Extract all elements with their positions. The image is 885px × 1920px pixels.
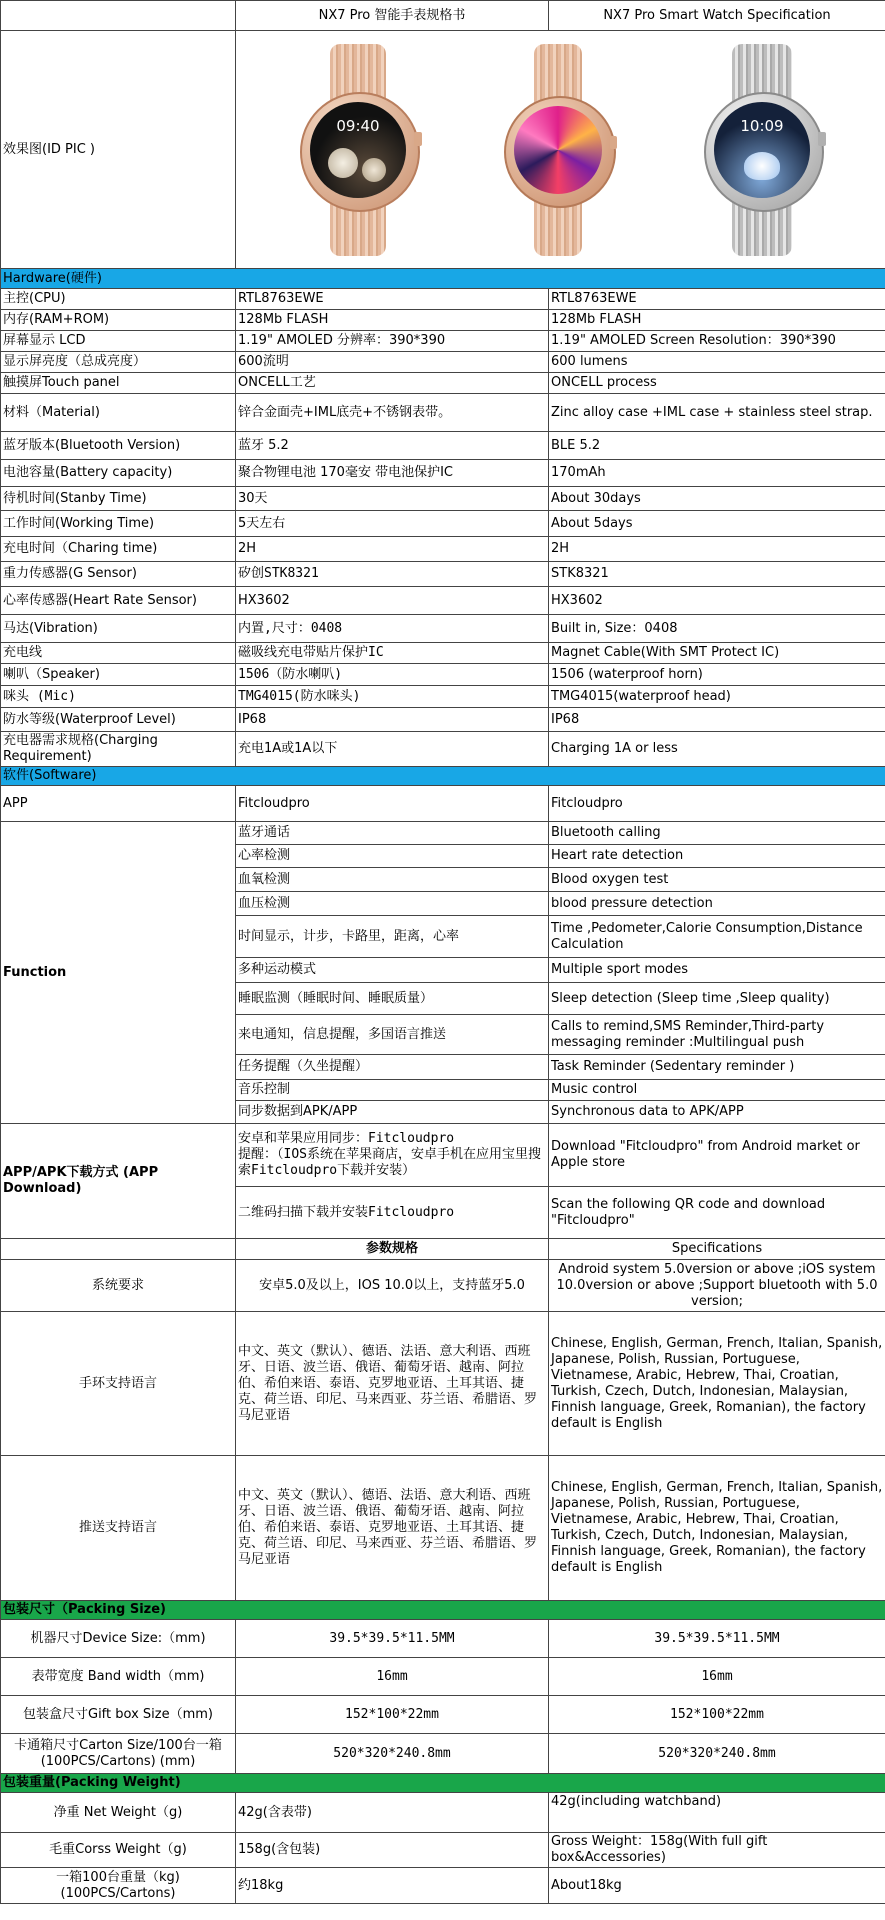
function-en-item: Bluetooth calling [549, 822, 885, 845]
row-label: 电池容量(Battery capacity) [1, 460, 236, 487]
function-cn-item: 音乐控制 [236, 1080, 549, 1101]
row-cn-value: 1.19" AMOLED 分辨率：390*390 [236, 331, 549, 352]
table-row [1, 289, 885, 310]
id-pic-label: 效果图(ID PIC ) [1, 31, 236, 269]
push-language-en-value: Chinese, English, German, French, Italian, Spanish, Japanese, Polish, Russian, Portuguese, Vietnamese, Arabic, Hebrew, Thai, Croatian, Turkish, Czech, Dutch, Indonesian, Malaysian, Finnish language, Greek, Romanian), the factory default is English [549, 1456, 885, 1601]
table-row [1, 708, 885, 732]
download-cn-text: 安卓和苹果应用同步：Fitcloudpro 提醒：（IOS系统在苹果商店，安卓手机在应用宝里搜索Fitcloudpro下载并安装） [236, 1124, 549, 1187]
row-label: 充电器需求规格(Charging Requirement) [1, 732, 236, 767]
app-row [1, 786, 885, 822]
row-cn-value: 磁吸线充电带贴片保护IC [236, 643, 549, 664]
row-label: 触摸屏Touch panel [1, 373, 236, 394]
qr-en-text: Scan the following QR code and download "Fitcloudpro" [549, 1187, 885, 1239]
row-en-value: About18kg [549, 1868, 885, 1904]
function-en-item: Calls to remind,SMS Reminder,Third-party messaging reminder :Multilingual push [549, 1015, 885, 1055]
push-language-cn-value: 中文、英文（默认）、德语、法语、意大利语、西班牙、日语、波兰语、俄语、葡萄牙语、越南、阿拉伯、希伯来语、泰语、克罗地亚语、土耳其语、捷克、荷兰语、印尼、马来西亚、芬兰语、希腊语、罗马尼亚语 [236, 1456, 549, 1601]
function-label: Function [1, 822, 236, 1124]
row-cn-value: 1506（防水喇叭) [236, 664, 549, 686]
row-en-value: About 5days [549, 511, 885, 537]
row-en-value: Charging 1A or less [549, 732, 885, 767]
download-label: APP/APK下载方式 (APP Download) [1, 1124, 236, 1239]
language-en-value: Chinese, English, German, French, Italian, Spanish, Japanese, Polish, Russian, Portuguese, Vietnamese, Arabic, Hebrew, Thai, Croatian, Turkish, Czech, Dutch, Indonesian, Malaysian, Finnish language, Greek, Romanian), the factory default is English [549, 1312, 885, 1456]
table-row [1, 352, 885, 373]
row-en-value: 600 lumens [549, 352, 885, 373]
row-cn-value: 约18kg [236, 1868, 549, 1904]
row-label: 蓝牙版本(Bluetooth Version) [1, 432, 236, 460]
row-cn-value: 158g(含包装) [236, 1833, 549, 1868]
row-label: 显示屏亮度（总成亮度） [1, 352, 236, 373]
row-en-value: ONCELL process [549, 373, 885, 394]
row-en-value: Built in, Size：0408 [549, 615, 885, 643]
function-en-item: Task Reminder (Sedentary reminder ) [549, 1055, 885, 1080]
table-row [1, 1696, 885, 1734]
push-language-label: 推送支持语言 [1, 1456, 236, 1601]
row-cn-value: 16mm [236, 1658, 549, 1696]
row-cn-value: 128Mb FLASH [236, 310, 549, 331]
row-label: 防水等级(Waterproof Level) [1, 708, 236, 732]
row-cn-value: 2H [236, 537, 549, 562]
table-row [1, 1868, 885, 1904]
row-en-value: 39.5*39.5*11.5MM [549, 1620, 885, 1658]
watch3-time: 10:09 [740, 117, 784, 135]
row-en-value: Gross Weight：158g(With full gift box&Accessories) [549, 1833, 885, 1868]
title-row [1, 1, 885, 31]
table-row [1, 732, 885, 767]
table-row [1, 1793, 885, 1833]
row-en-value: 520*320*240.8mm [549, 1734, 885, 1774]
row-label: 待机时间(Stanby Time) [1, 487, 236, 511]
function-cn-item: 同步数据到APK/APP [236, 1101, 549, 1124]
download-row [1, 1124, 885, 1187]
system-row [1, 1260, 885, 1312]
hardware-section-row [1, 269, 885, 289]
row-label: 一箱100台重量（kg)(100PCS/Cartons) [1, 1868, 236, 1904]
row-cn-value: 蓝牙 5.2 [236, 432, 549, 460]
row-en-value: BLE 5.2 [549, 432, 885, 460]
hardware-section-title: Hardware(硬件) [1, 269, 885, 289]
watch-image-silver-lotus [688, 32, 838, 267]
function-cn-item: 蓝牙通话 [236, 822, 549, 845]
row-cn-value: IP68 [236, 708, 549, 732]
row-en-value: About 30days [549, 487, 885, 511]
language-row [1, 1312, 885, 1456]
params-header-en: Specifications [549, 1239, 885, 1260]
row-label: 屏幕显示 LCD [1, 331, 236, 352]
row-cn-value: 5天左右 [236, 511, 549, 537]
packing-size-section-title: 包装尺寸（Packing Size) [1, 1601, 885, 1620]
system-cn-value: 安卓5.0及以上，IOS 10.0以上，支持蓝牙5.0 [236, 1260, 549, 1312]
qr-cn-text: 二维码扫描下载并安装Fitcloudpro [236, 1187, 549, 1239]
row-label: 卡通箱尺寸Carton Size/100台一箱(100PCS/Cartons) (mm) [1, 1734, 236, 1774]
row-label: 心率传感器(Heart Rate Sensor) [1, 587, 236, 615]
row-en-value: 170mAh [549, 460, 885, 487]
row-en-value: 2H [549, 537, 885, 562]
table-row [1, 487, 885, 511]
function-cn-item: 心率检测 [236, 845, 549, 868]
function-cn-item: 血氧检测 [236, 868, 549, 892]
row-label: 净重 Net Weight（g) [1, 1793, 236, 1833]
function-cn-item: 血压检测 [236, 892, 549, 916]
function-cn-item: 睡眠监测（睡眠时间、睡眠质量） [236, 983, 549, 1015]
row-en-value: 128Mb FLASH [549, 310, 885, 331]
params-empty-cell [1, 1239, 236, 1260]
language-label: 手环支持语言 [1, 1312, 236, 1456]
table-row [1, 511, 885, 537]
row-en-value: 16mm [549, 1658, 885, 1696]
function-en-item: Music control [549, 1080, 885, 1101]
row-en-value: 1506 (waterproof horn) [549, 664, 885, 686]
watch-images [236, 31, 885, 269]
table-row [1, 460, 885, 487]
row-en-value: HX3602 [549, 587, 885, 615]
watch-image-rose-crystal [498, 32, 618, 267]
push-language-row [1, 1456, 885, 1601]
row-cn-value: 锌合金面壳+IML底壳+不锈钢表带。 [236, 394, 549, 432]
function-en-item: Time ,Pedometer,Calorie Consumption,Distance Calculation [549, 916, 885, 958]
row-label: 主控(CPU) [1, 289, 236, 310]
row-en-value: Zinc alloy case +IML case + stainless steel strap. [549, 394, 885, 432]
function-en-item: Multiple sport modes [549, 958, 885, 983]
table-row [1, 432, 885, 460]
table-row [1, 310, 885, 331]
row-label: 材料（Material) [1, 394, 236, 432]
row-label: 机器尺寸Device Size:（mm) [1, 1620, 236, 1658]
en-title: NX7 Pro Smart Watch Specification [549, 1, 885, 31]
row-en-value: Magnet Cable(With SMT Protect IC) [549, 643, 885, 664]
system-label: 系统要求 [1, 1260, 236, 1312]
function-cn-item: 来电通知，信息提醒，多国语言推送 [236, 1015, 549, 1055]
watch-image-rose-flower [288, 32, 428, 267]
row-label: 内存(RAM+ROM) [1, 310, 236, 331]
software-section-row [1, 767, 885, 786]
row-en-value: 42g(including watchband) [549, 1793, 885, 1833]
function-row [1, 822, 885, 845]
row-cn-value: HX3602 [236, 587, 549, 615]
row-cn-value: 充电1A或1A以下 [236, 732, 549, 767]
download-en-text: Download "Fitcloudpro" from Android market or Apple store [549, 1124, 885, 1187]
row-cn-value: 520*320*240.8mm [236, 1734, 549, 1774]
row-label: 毛重Corss Weight（g) [1, 1833, 236, 1868]
row-label: 喇叭（Speaker) [1, 664, 236, 686]
function-cn-item: 时间显示，计步，卡路里，距离，心率 [236, 916, 549, 958]
function-cn-item: 任务提醒（久坐提醒） [236, 1055, 549, 1080]
table-row [1, 643, 885, 664]
function-cn-item: 多种运动模式 [236, 958, 549, 983]
row-cn-value: TMG4015(防水咪头) [236, 686, 549, 708]
row-cn-value: 矽创STK8321 [236, 562, 549, 587]
table-row [1, 537, 885, 562]
row-label: 咪头 (Mic) [1, 686, 236, 708]
system-en-value: Android system 5.0version or above ;iOS system 10.0version or above ;Support bluetooth with 5.0 version; [549, 1260, 885, 1312]
table-row [1, 562, 885, 587]
row-en-value: 152*100*22mm [549, 1696, 885, 1734]
table-row [1, 1620, 885, 1658]
row-cn-value: 内置,尺寸：0408 [236, 615, 549, 643]
row-cn-value: 600流明 [236, 352, 549, 373]
table-row [1, 394, 885, 432]
title-empty-cell [1, 1, 236, 31]
cn-title: NX7 Pro 智能手表规格书 [236, 1, 549, 31]
table-row [1, 615, 885, 643]
function-en-item: Heart rate detection [549, 845, 885, 868]
packing-size-section-row [1, 1601, 885, 1620]
table-row [1, 587, 885, 615]
function-en-item: blood pressure detection [549, 892, 885, 916]
row-en-value: STK8321 [549, 562, 885, 587]
row-label: 包装盒尺寸Gift box Size（mm) [1, 1696, 236, 1734]
row-label: 重力传感器(G Sensor) [1, 562, 236, 587]
app-en-value: Fitcloudpro [549, 786, 885, 822]
row-cn-value: 39.5*39.5*11.5MM [236, 1620, 549, 1658]
row-cn-value: RTL8763EWE [236, 289, 549, 310]
row-label: 马达(Vibration) [1, 615, 236, 643]
app-label: APP [1, 786, 236, 822]
language-cn-value: 中文、英文（默认）、德语、法语、意大利语、西班牙、日语、波兰语、俄语、葡萄牙语、越南、阿拉伯、希伯来语、泰语、克罗地亚语、土耳其语、捷克、荷兰语、印尼、马来西亚、芬兰语、希腊语、罗马尼亚语 [236, 1312, 549, 1456]
table-row [1, 664, 885, 686]
row-en-value: RTL8763EWE [549, 289, 885, 310]
row-cn-value: 42g(含表带) [236, 1793, 549, 1833]
row-label: 工作时间(Working Time) [1, 511, 236, 537]
row-en-value: 1.19" AMOLED Screen Resolution：390*390 [549, 331, 885, 352]
function-en-item: Blood oxygen test [549, 868, 885, 892]
row-label: 表带宽度 Band width（mm) [1, 1658, 236, 1696]
table-row [1, 686, 885, 708]
row-label: 充电线 [1, 643, 236, 664]
software-section-title: 软件(Software) [1, 767, 885, 786]
table-row [1, 331, 885, 352]
watch1-time: 09:40 [336, 117, 380, 135]
row-cn-value: 152*100*22mm [236, 1696, 549, 1734]
function-en-item: Sleep detection (Sleep time ,Sleep quality) [549, 983, 885, 1015]
row-cn-value: 30天 [236, 487, 549, 511]
table-row [1, 1734, 885, 1774]
function-en-item: Synchronous data to APK/APP [549, 1101, 885, 1124]
row-en-value: TMG4015(waterproof head) [549, 686, 885, 708]
packing-weight-section-row [1, 1774, 885, 1793]
app-cn-value: Fitcloudpro [236, 786, 549, 822]
params-header-row [1, 1239, 885, 1260]
row-cn-value: ONCELL工艺 [236, 373, 549, 394]
table-row [1, 1658, 885, 1696]
params-header-cn: 参数规格 [236, 1239, 549, 1260]
table-row [1, 373, 885, 394]
row-label: 充电时间（Charing time) [1, 537, 236, 562]
row-en-value: IP68 [549, 708, 885, 732]
id-pic-row [1, 31, 885, 269]
row-cn-value: 聚合物锂电池 170毫安 带电池保护IC [236, 460, 549, 487]
packing-weight-section-title: 包装重量(Packing Weight) [1, 1774, 885, 1793]
table-row [1, 1833, 885, 1868]
